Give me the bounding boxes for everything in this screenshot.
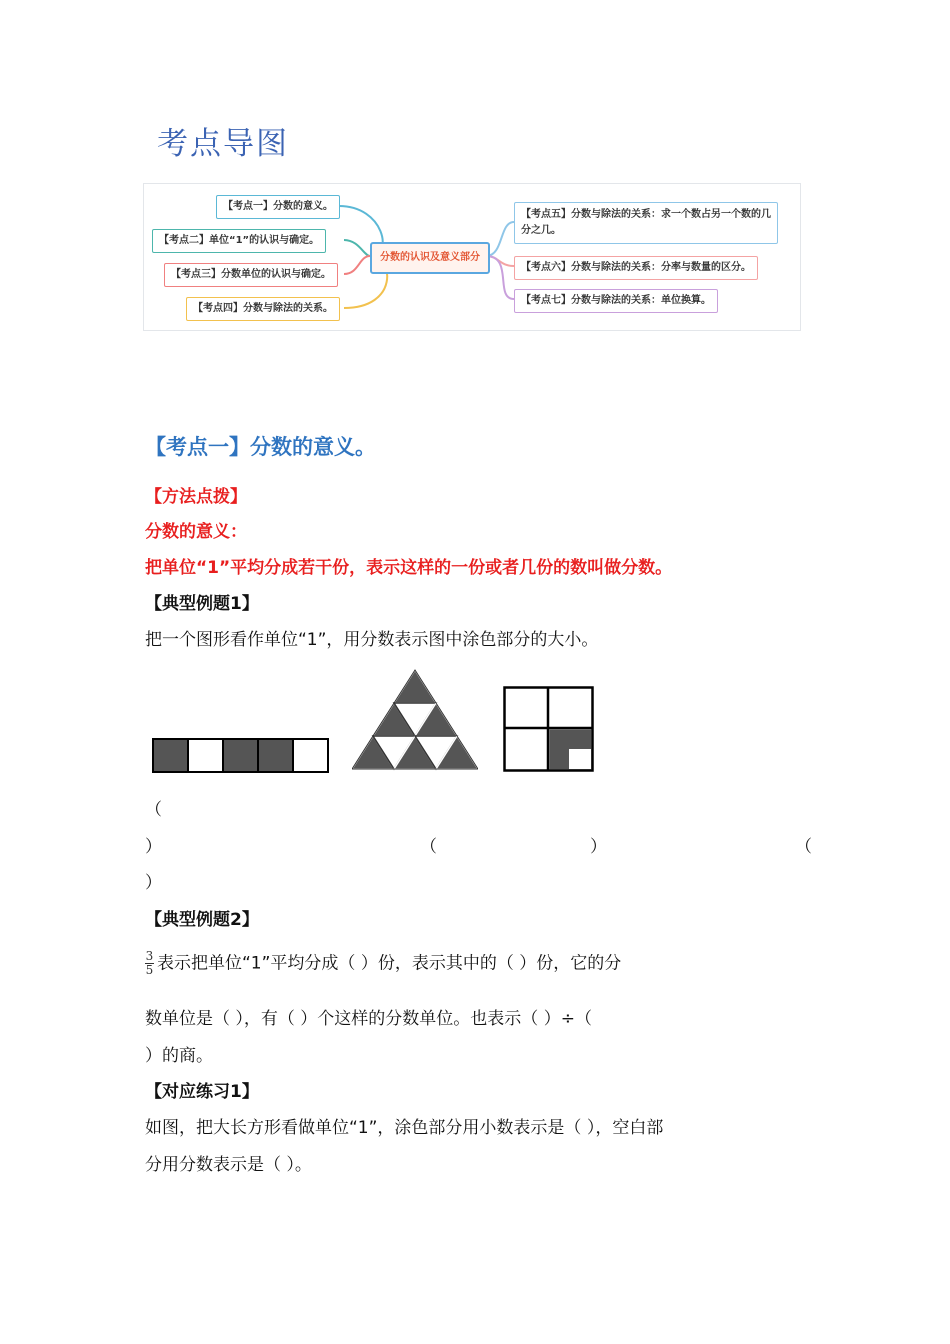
guide-title: 考点导图: [157, 126, 289, 162]
fraction-denominator: 5: [145, 963, 154, 977]
practice1-line2: 分用分数表示是（ ）。: [145, 1155, 312, 1175]
mind-map-node-5-line2: 分之几。: [521, 225, 561, 236]
example2-line1: [145, 950, 621, 977]
mind-map-node-6: 【考点六】分数与除法的关系：分率与数量的区分。: [514, 256, 758, 280]
mind-map-node-5-line1: 【考点五】分数与除法的关系：求一个数占另一个数的几: [521, 209, 771, 220]
answer1-open: （: [145, 800, 162, 820]
practice1-heading: 【对应练习1】: [145, 1082, 259, 1102]
bar-cell-2: [188, 739, 223, 772]
example1-question: 把一个图形看作单位“1”，用分数表示图中涂色部分的大小。: [145, 630, 599, 650]
bar-cell-4: [258, 739, 293, 772]
example2-heading: 【典型例题2】: [145, 910, 259, 930]
answer2-open: （: [420, 837, 437, 857]
mind-map-node-2: 【考点二】单位“1”的认识与确定。: [152, 229, 326, 253]
fraction-3-5: [145, 950, 154, 977]
mind-map: [143, 183, 801, 331]
mind-map-node-5: [514, 202, 778, 244]
example1-heading: 【典型例题1】: [145, 594, 259, 614]
square-unshaded-sub: [569, 749, 591, 769]
answer3-open: （: [795, 837, 812, 857]
square-figure: [503, 686, 594, 772]
method-definition: 把单位“1”平均分成若干份，表示这样的一份或者几份的数叫做分数。: [145, 558, 673, 578]
example2-line1-text: 表示把单位“1”平均分成（ ）份，表示其中的（ ）份，它的分: [157, 953, 622, 974]
fraction-numerator: 3: [145, 949, 154, 963]
mind-map-node-3: 【考点三】分数单位的认识与确定。: [164, 263, 338, 287]
section-title: 【考点一】分数的意义。: [145, 435, 376, 459]
practice1-line1: 如图，把大长方形看做单位“1”，涂色部分用小数表示是（ ），空白部: [145, 1118, 664, 1138]
bar-cell-1: [153, 739, 188, 772]
method-subheading: 分数的意义：: [145, 522, 247, 542]
tri-top: [394, 670, 436, 703]
answer3-close: ）: [145, 873, 162, 893]
mind-map-node-1: 【考点一】分数的意义。: [216, 195, 340, 219]
mind-map-node-4: 【考点四】分数与除法的关系。: [186, 297, 340, 321]
triangle-figure: [352, 668, 478, 774]
method-heading: 【方法点拨】: [145, 487, 247, 507]
example2-line3: ）的商。: [145, 1046, 213, 1066]
bar-cell-5: [293, 739, 328, 772]
answer2-close: ）: [590, 837, 607, 857]
mind-map-center: 分数的认识及意义部分: [370, 242, 490, 274]
answer1-close: ）: [145, 837, 162, 857]
example2-line2: 数单位是（ ），有（ ）个这样的分数单位。也表示（ ）÷（: [145, 1009, 592, 1029]
bar-figure: [151, 737, 331, 774]
mind-map-node-7: 【考点七】分数与除法的关系：单位换算。: [514, 289, 718, 313]
bar-cell-3: [223, 739, 258, 772]
